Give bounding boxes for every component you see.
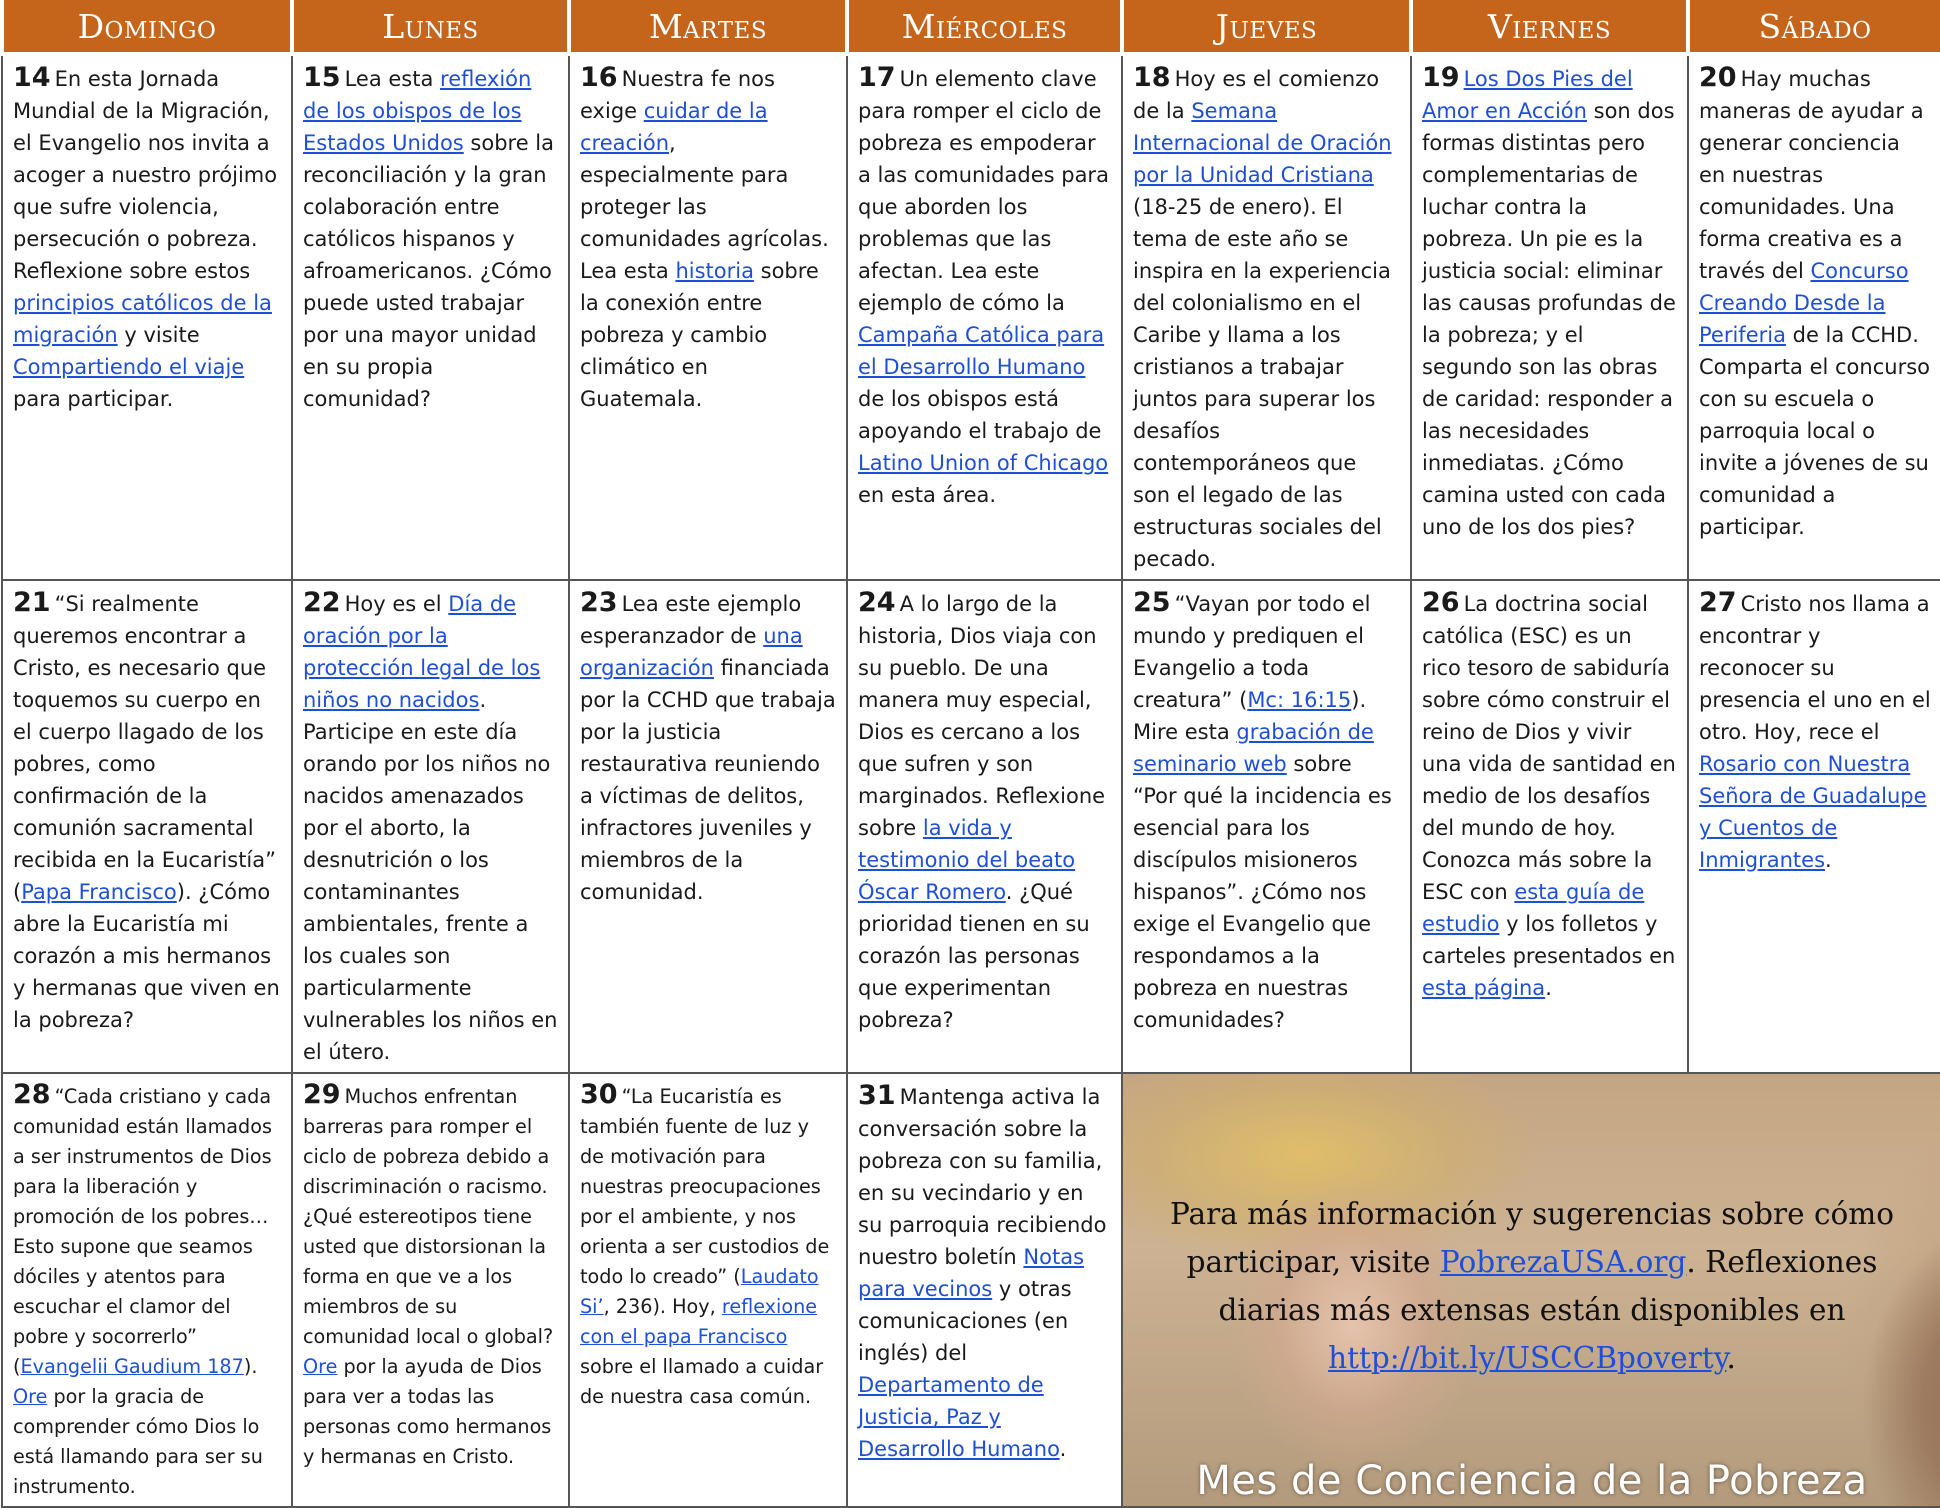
- day-cell-18: [1122, 54, 1411, 580]
- promo-title: Mes de Conciencia de la Pobreza: [1196, 1458, 1868, 1504]
- day-number: 16: [580, 62, 618, 93]
- day-cell-30: [569, 1073, 847, 1507]
- day-text: Un elemento clave para romper el ciclo de pobreza es empoderar a las comunidades para que aborden los problemas que las afectan. Lea este ejemplo de cómo la: [858, 67, 1109, 315]
- day-number: 29: [303, 1079, 341, 1110]
- day-text: (18-25 de enero). El tema de este año se inspira en la experiencia del colonialismo en el Caribe y llama a los cristianos a trabajar juntos para superar los desafíos contemporáneos que son el legado de las estructuras sociales del pecado.: [1133, 195, 1391, 571]
- day-cell-22: [292, 580, 569, 1073]
- day-cell-23: [569, 580, 847, 1073]
- day-number: 28: [13, 1079, 51, 1110]
- link-mc-16-15[interactable]: Mc: 16:15: [1247, 688, 1352, 712]
- day-text: sobre la reconciliación y la gran colaboración entre católicos hispanos y afroamericanos. ¿Cómo puede usted trabajar por una mayor unidad en su propia comunidad?: [303, 131, 555, 411]
- day-text: ). ¿Cómo abre la Eucaristía mi corazón a mis hermanos y hermanas que viven en la pobreza?: [13, 880, 280, 1032]
- header-lunes: Lunes: [292, 0, 569, 54]
- link-cuidar-creacion[interactable]: cuidar de la creación: [580, 99, 768, 155]
- header-miercoles: Miércoles: [847, 0, 1122, 54]
- link-reflexione-papa[interactable]: reflexione con el papa Francisco: [580, 1295, 818, 1348]
- link-guia-estudio[interactable]: esta guía de estudio: [1422, 880, 1645, 936]
- day-text: y los folletos y carteles presentados en: [1422, 912, 1676, 968]
- day-text: Hay muchas maneras de ayudar a generar conciencia en nuestras comunidades. Una forma creativa es a través del: [1699, 67, 1924, 283]
- day-number: 22: [303, 587, 341, 618]
- day-text: son dos formas distintas pero complementarias de luchar contra la pobreza. Un pie es la justicia social: eliminar las causas profundas de la pobreza; y el segundo son las obras de caridad: responder a las necesidades inmediatas. ¿Cómo camina usted con cada uno de los dos pies?: [1422, 99, 1676, 539]
- link-oscar-romero[interactable]: la vida y testimonio del beato Óscar Romero: [858, 816, 1076, 904]
- day-text: Hoy es el: [344, 592, 449, 616]
- day-cell-25: [1122, 580, 1411, 1073]
- day-text: Muchos enfrentan barreras para romper el ciclo de pobreza debido a discriminación o racismo. ¿Qué estereotipos tiene usted que distorsionan la forma en que ve a los miembros de su comunidad local o global?: [303, 1085, 554, 1348]
- day-cell-16: [569, 54, 847, 580]
- promo-text: . Reflexiones diarias más extensas están disponibles en: [1218, 1245, 1878, 1327]
- header-viernes: Viernes: [1411, 0, 1688, 54]
- day-cell-19: [1411, 54, 1688, 580]
- day-text: .: [1545, 976, 1552, 1000]
- day-text: de la CCHD. Comparta el concurso con su escuela o parroquia local o invite a jóvenes de su comunidad a participar.: [1699, 323, 1930, 539]
- week-row-1: [2, 54, 1940, 580]
- day-text: Hoy es el comienzo de la: [1133, 67, 1380, 123]
- header-domingo: Domingo: [2, 0, 292, 54]
- link-notas-vecinos[interactable]: Notas para vecinos: [858, 1245, 1085, 1301]
- day-number: 26: [1422, 587, 1460, 618]
- day-text: , especialmente para proteger las comunidades agrícolas. Lea esta: [580, 131, 829, 283]
- week-row-2: [2, 580, 1940, 1073]
- day-text: para participar.: [13, 387, 174, 411]
- link-campana-catolica[interactable]: Campaña Católica para el Desarrollo Humano: [858, 323, 1105, 379]
- promo-text: Para más información y sugerencias sobre cómo participar, visite: [1169, 1197, 1894, 1279]
- day-text: por la ayuda de Dios para ver a todas las personas como hermanos y hermanas en Cristo.: [303, 1355, 552, 1468]
- day-number: 25: [1133, 587, 1171, 618]
- header-sabado: Sábado: [1688, 0, 1940, 54]
- day-cell-28: [2, 1073, 292, 1507]
- day-text: financiada por la CCHD que trabaja por la justicia restaurativa reuniendo a víctimas de delitos, infractores juveniles y miembros de la comunidad.: [580, 656, 836, 904]
- link-dos-pies[interactable]: Los Dos Pies del Amor en Acción: [1422, 67, 1633, 123]
- link-pobrezausa[interactable]: PobrezaUSA.org: [1439, 1245, 1687, 1279]
- day-text: “Si realmente queremos encontrar a Cristo, es necesario que toquemos su cuerpo en el cuerpo llagado de los pobres, como confirmación de la comunión sacramental recibida en la Eucaristía” (: [13, 592, 277, 904]
- day-number: 30: [580, 1079, 618, 1110]
- day-cell-31: [847, 1073, 1122, 1507]
- day-text: , 236). Hoy,: [603, 1295, 722, 1318]
- day-text: “La Eucaristía es también fuente de luz y de motivación para nuestras preocupaciones por el ambiente, y nos orienta a ser custodios de todo lo creado” (: [580, 1085, 830, 1288]
- day-text: de los obispos está apoyando el trabajo de: [858, 387, 1102, 443]
- day-text: y visite: [117, 323, 200, 347]
- day-number: 14: [13, 62, 51, 93]
- day-text: Lea este ejemplo esperanzador de: [580, 592, 802, 648]
- link-semana-oracion[interactable]: Semana Internacional de Oración por la Unidad Cristiana: [1133, 99, 1392, 187]
- day-text: Mantenga activa la conversación sobre la pobreza con su familia, en su vecindario y en su parroquia recibiendo nuestro boletín: [858, 1085, 1107, 1269]
- link-laudato-si[interactable]: Laudato Si’: [580, 1265, 819, 1318]
- header-jueves: Jueves: [1122, 0, 1411, 54]
- day-number: 24: [858, 587, 896, 618]
- link-papa-francisco[interactable]: Papa Francisco: [21, 880, 177, 904]
- day-cell-15: [292, 54, 569, 580]
- day-cell-27: [1688, 580, 1940, 1073]
- day-number: 19: [1422, 62, 1460, 93]
- link-latino-union[interactable]: Latino Union of Chicago: [858, 451, 1109, 475]
- day-text: . Participe en este día orando por los niños no nacidos amenazados por el aborto, la desnutrición o los contaminantes ambientales, frente a los cuales son particularmente vulnerables los niños en el útero.: [303, 688, 558, 1064]
- link-compartiendo-viaje[interactable]: Compartiendo el viaje: [13, 355, 245, 379]
- day-number: 31: [858, 1080, 896, 1111]
- day-cell-17: [847, 54, 1122, 580]
- day-text: ). Mire esta: [1133, 688, 1367, 744]
- header-martes: Martes: [569, 0, 847, 54]
- day-text: A lo largo de la historia, Dios viaja con su pueblo. De una manera muy especial, Dios es cercano a los que sufren y son marginados. Reflexione sobre: [858, 592, 1106, 840]
- day-text: .: [1825, 848, 1832, 872]
- day-text: “Vayan por todo el mundo y prediquen el Evangelio a toda creatura” (: [1133, 592, 1371, 712]
- day-cell-21: [2, 580, 292, 1073]
- day-text: “Cada cristiano y cada comunidad están llamados a ser instrumentos de Dios para la liberación y promoción de los pobres… Esto supone que seamos dóciles y atentos para escuchar el clamor del pobre y socorrerlo” (: [13, 1085, 272, 1378]
- day-number: 18: [1133, 62, 1171, 93]
- day-cell-24: [847, 580, 1122, 1073]
- link-bitly[interactable]: http://bit.ly/USCCBpoverty: [1328, 1341, 1727, 1375]
- day-text: En esta Jornada Mundial de la Migración, el Evangelio nos invita a acoger a nuestro prójimo que sufre violencia, persecución o pobreza. Reflexione sobre estos: [13, 67, 278, 283]
- link-organizacion[interactable]: una organización: [580, 624, 803, 680]
- promo-banner: [1122, 1073, 1940, 1507]
- day-cell-20: [1688, 54, 1940, 580]
- day-cell-29: [292, 1073, 569, 1507]
- day-number: 15: [303, 62, 341, 93]
- day-text: por la gracia de comprender cómo Dios lo está llamando para ser su instrumento.: [13, 1385, 263, 1498]
- day-text: sobre el llamado a cuidar de nuestra casa común.: [580, 1355, 824, 1408]
- promo-message: [1153, 1190, 1911, 1382]
- day-text: Cristo nos llama a encontrar y reconocer su presencia el uno en el otro. Hoy, rece el: [1699, 592, 1931, 744]
- weekday-header-row: [2, 0, 1940, 54]
- link-esta-pagina[interactable]: esta página: [1422, 976, 1546, 1000]
- day-text: La doctrina social católica (ESC) es un rico tesoro de sabiduría sobre cómo construir el reino de Dios y vivir una vida de santidad en medio de los desafíos del mundo de hoy. Conozca más sobre la ESC con: [1422, 592, 1676, 904]
- link-ore[interactable]: Ore: [13, 1385, 48, 1408]
- day-number: 27: [1699, 587, 1737, 618]
- day-number: 23: [580, 587, 618, 618]
- link-departamento-justicia[interactable]: Departamento de Justicia, Paz y Desarrollo Humano: [858, 1373, 1060, 1461]
- day-text: sobre “Por qué la incidencia es esencial para los discípulos misioneros hispanos”. ¿Cómo nos exige el Evangelio que respondamos a la pobreza en nuestras comunidades?: [1133, 752, 1392, 1032]
- link-principios-migracion[interactable]: principios católicos de la migración: [13, 291, 272, 347]
- day-number: 17: [858, 62, 896, 93]
- link-rosario[interactable]: Rosario con Nuestra Señora de Guadalupe y Cuentos de Inmigrantes: [1699, 752, 1927, 872]
- day-text: en esta área.: [858, 483, 997, 507]
- link-dia-oracion[interactable]: Día de oración por la protección legal de los niños no nacidos: [303, 592, 541, 712]
- day-number: 20: [1699, 62, 1737, 93]
- link-reflexion-obispos[interactable]: reflexión de los obispos de los Estados Unidos: [303, 67, 532, 155]
- day-text: y otras comunicaciones (en inglés) del: [858, 1277, 1072, 1365]
- day-cell-14: [2, 54, 292, 580]
- link-grabacion-seminario[interactable]: grabación de seminario web: [1133, 720, 1374, 776]
- day-cell-26: [1411, 580, 1688, 1073]
- day-text: .: [1059, 1437, 1067, 1461]
- link-ore[interactable]: Ore: [303, 1355, 338, 1378]
- day-text: . ¿Qué prioridad tienen en su corazón las personas que experimentan pobreza?: [858, 880, 1090, 1032]
- link-concurso[interactable]: Concurso Creando Desde la Periferia: [1699, 259, 1909, 347]
- week-row-3: [2, 1073, 1940, 1507]
- day-text: sobre la conexión entre pobreza y cambio climático en Guatemala.: [580, 259, 819, 411]
- day-text: Nuestra fe nos exige: [580, 67, 775, 123]
- day-number: 21: [13, 587, 51, 618]
- link-evangelii-gaudium[interactable]: Evangelii Gaudium 187: [20, 1355, 244, 1378]
- day-text: Lea esta: [344, 67, 441, 91]
- day-text: ).: [243, 1355, 258, 1378]
- promo-text: .: [1726, 1341, 1736, 1375]
- link-historia[interactable]: historia: [675, 259, 754, 283]
